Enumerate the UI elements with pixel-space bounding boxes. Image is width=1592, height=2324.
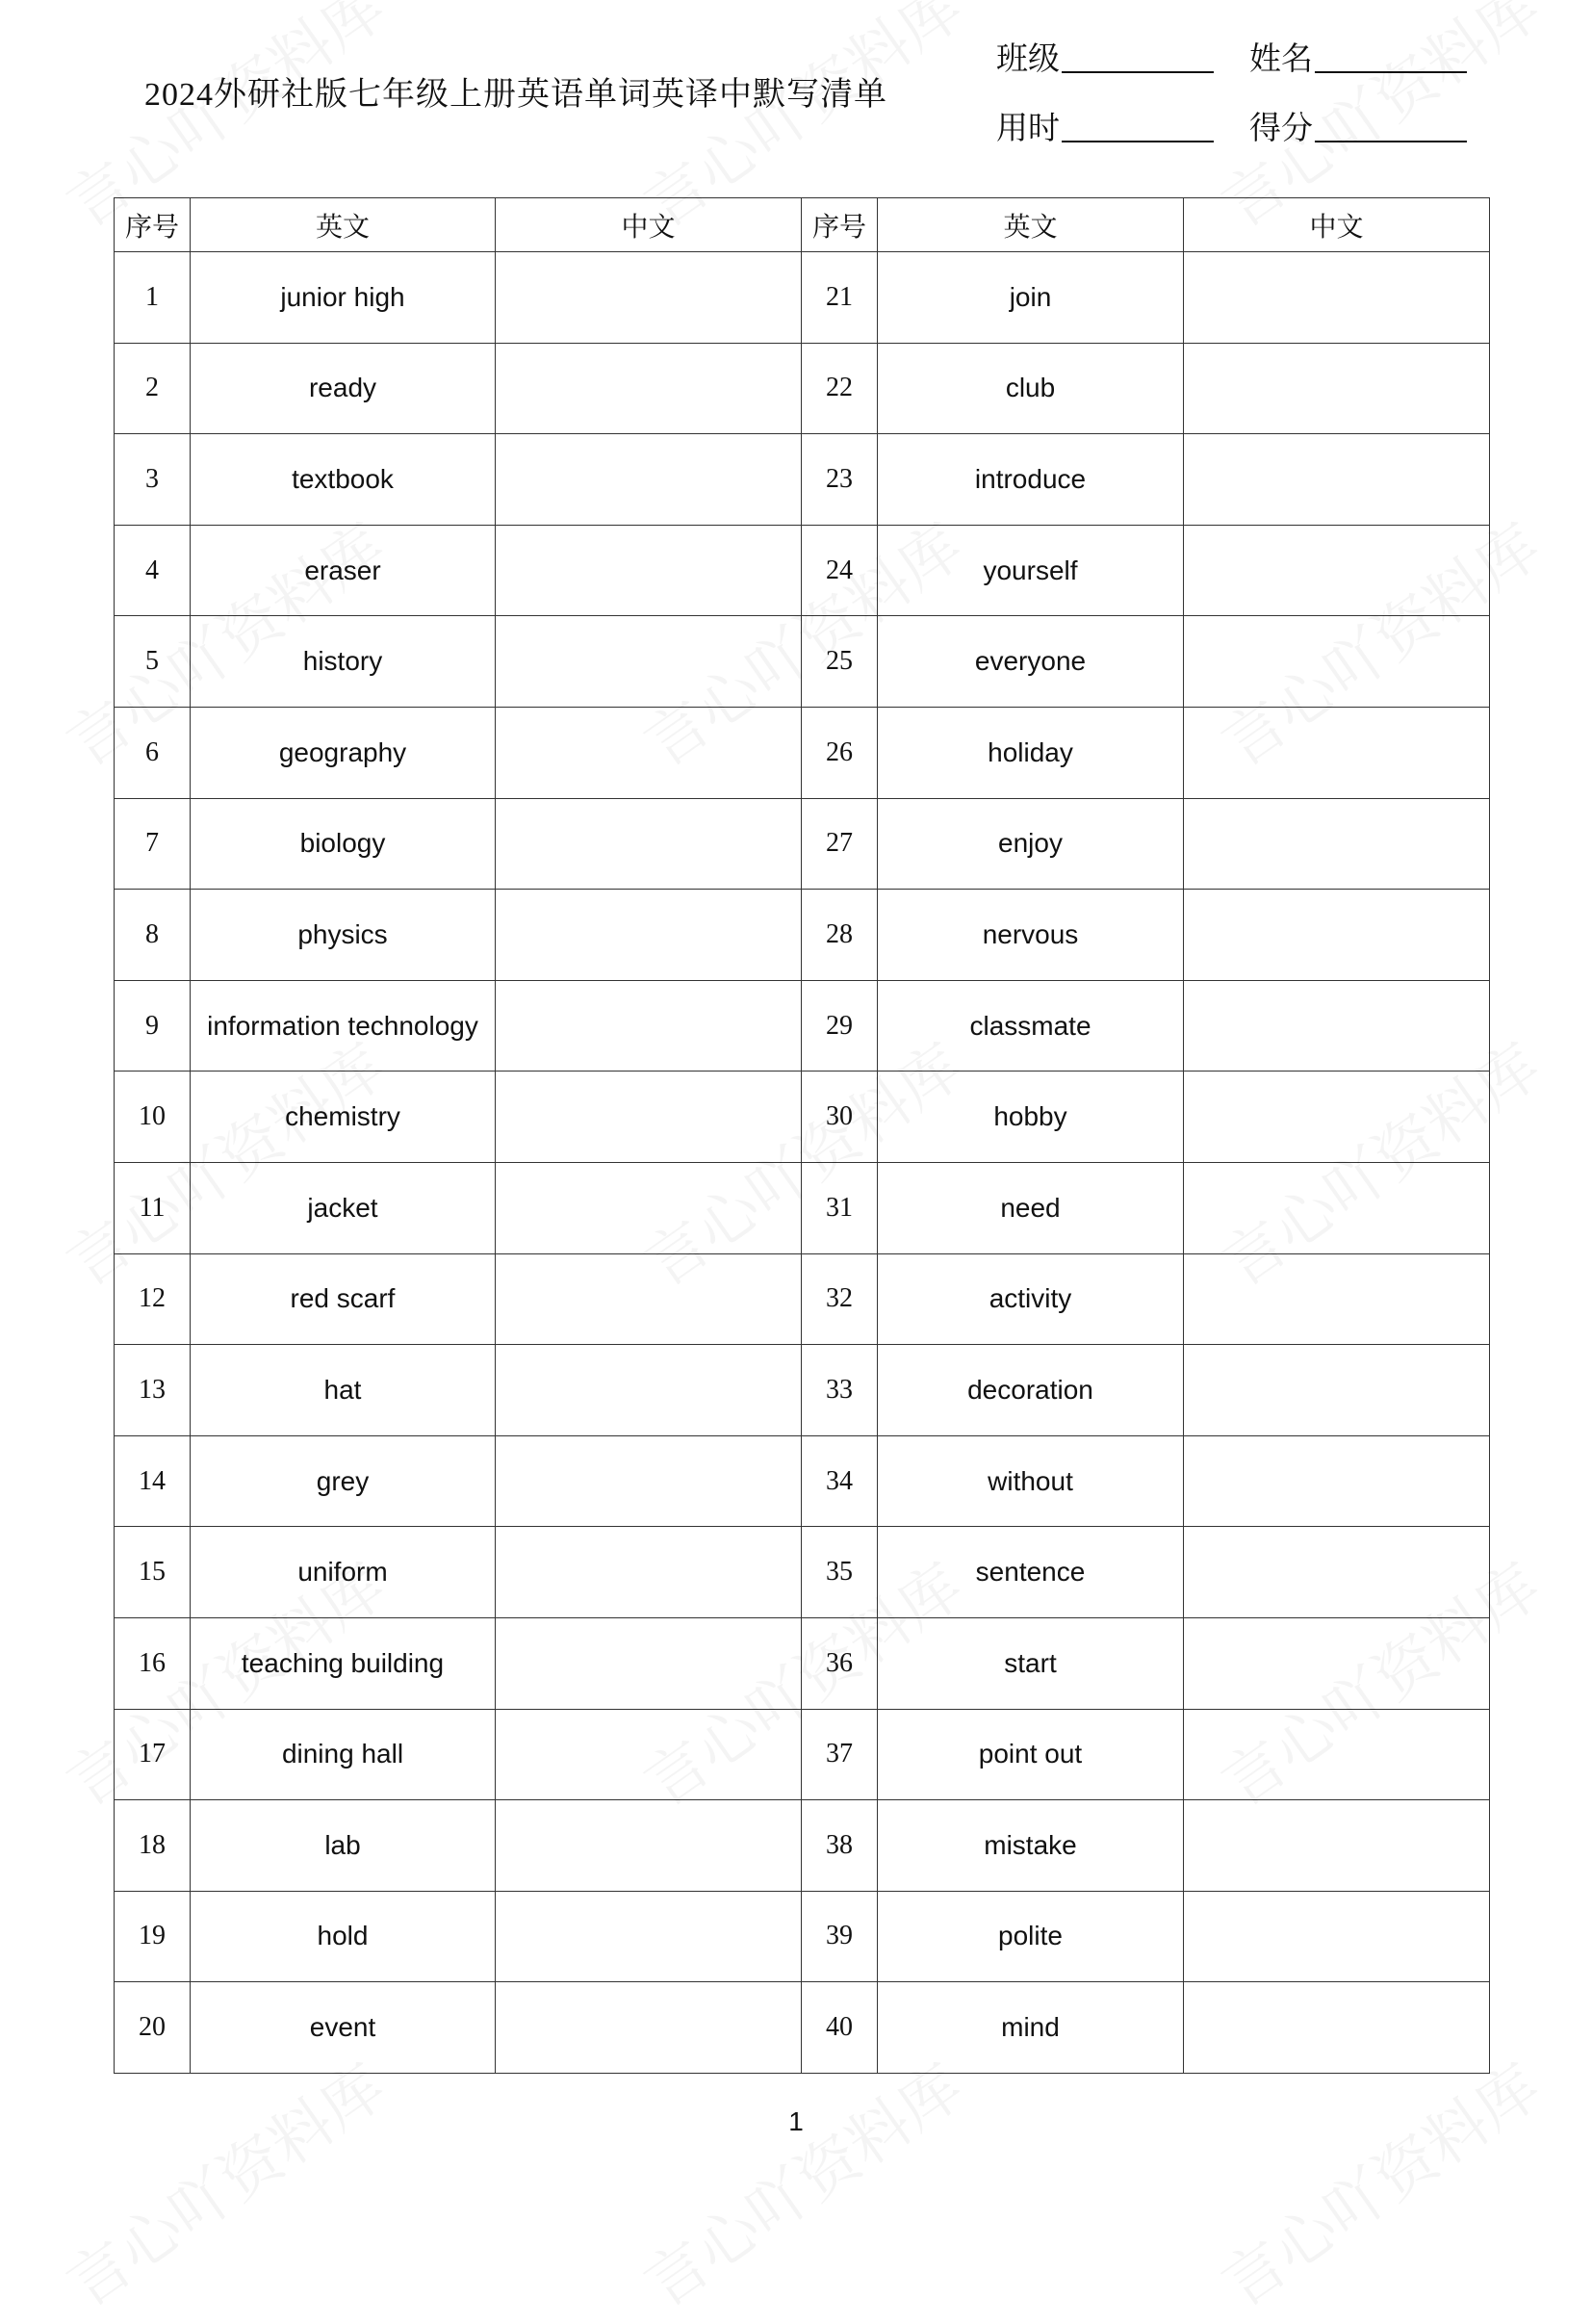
table-header-row bbox=[115, 198, 1490, 252]
chinese-answer-left[interactable] bbox=[496, 343, 802, 434]
table-row bbox=[115, 1253, 1490, 1345]
row-number-left: 17 bbox=[115, 1709, 191, 1800]
header-english-right: 英文 bbox=[878, 198, 1184, 252]
table-row bbox=[115, 980, 1490, 1072]
table-row bbox=[115, 1709, 1490, 1800]
class-label: 班级 bbox=[996, 42, 1060, 77]
chinese-answer-right[interactable] bbox=[1184, 1982, 1490, 2074]
table-row bbox=[115, 1982, 1490, 2074]
row-number-left: 10 bbox=[115, 1072, 191, 1163]
score-label: 得分 bbox=[1249, 112, 1313, 146]
chinese-answer-left[interactable] bbox=[496, 434, 802, 526]
row-number-left: 1 bbox=[115, 252, 191, 344]
chinese-answer-right[interactable] bbox=[1184, 343, 1490, 434]
row-number-right: 28 bbox=[802, 890, 878, 981]
table-row bbox=[115, 1162, 1490, 1253]
chinese-answer-right[interactable] bbox=[1184, 798, 1490, 890]
row-number-right: 30 bbox=[802, 1072, 878, 1163]
english-word-right: hobby bbox=[878, 1072, 1184, 1163]
table-row bbox=[115, 1072, 1490, 1163]
chinese-answer-left[interactable] bbox=[496, 1982, 802, 2074]
table-row bbox=[115, 1435, 1490, 1527]
header-english-left: 英文 bbox=[191, 198, 496, 252]
chinese-answer-right[interactable] bbox=[1184, 616, 1490, 708]
row-number-left: 9 bbox=[115, 980, 191, 1072]
chinese-answer-right[interactable] bbox=[1184, 1709, 1490, 1800]
row-number-right: 35 bbox=[802, 1527, 878, 1618]
table-row bbox=[115, 616, 1490, 708]
watermark-text bbox=[624, 2039, 977, 2324]
row-number-left: 12 bbox=[115, 1253, 191, 1345]
row-number-left: 13 bbox=[115, 1345, 191, 1436]
chinese-answer-left[interactable] bbox=[496, 980, 802, 1072]
english-word-right: join bbox=[878, 252, 1184, 344]
table-row bbox=[115, 1800, 1490, 1892]
english-word-right: classmate bbox=[878, 980, 1184, 1072]
row-number-right: 31 bbox=[802, 1162, 878, 1253]
chinese-answer-right[interactable] bbox=[1184, 1253, 1490, 1345]
english-word-right: decoration bbox=[878, 1345, 1184, 1436]
header-chinese-left: 中文 bbox=[496, 198, 802, 252]
row-number-left: 3 bbox=[115, 434, 191, 526]
watermark-text bbox=[46, 2039, 399, 2324]
english-word-left: geography bbox=[191, 707, 496, 798]
row-number-left: 14 bbox=[115, 1435, 191, 1527]
english-word-right: mind bbox=[878, 1982, 1184, 2074]
row-number-right: 40 bbox=[802, 1982, 878, 2074]
chinese-answer-right[interactable] bbox=[1184, 434, 1490, 526]
english-word-right: sentence bbox=[878, 1527, 1184, 1618]
chinese-answer-left[interactable] bbox=[496, 252, 802, 344]
chinese-answer-right[interactable] bbox=[1184, 1072, 1490, 1163]
table-row bbox=[115, 1891, 1490, 1982]
chinese-answer-right[interactable] bbox=[1184, 1435, 1490, 1527]
english-word-left: biology bbox=[191, 798, 496, 890]
table-row bbox=[115, 343, 1490, 434]
row-number-left: 16 bbox=[115, 1617, 191, 1709]
english-word-right: club bbox=[878, 343, 1184, 434]
name-input-line[interactable] bbox=[1315, 71, 1467, 73]
name-label: 姓名 bbox=[1249, 42, 1313, 77]
row-number-right: 36 bbox=[802, 1617, 878, 1709]
english-word-right: point out bbox=[878, 1709, 1184, 1800]
chinese-answer-left[interactable] bbox=[496, 1527, 802, 1618]
english-word-left: teaching building bbox=[191, 1617, 496, 1709]
english-word-left: lab bbox=[191, 1800, 496, 1892]
english-word-right: mistake bbox=[878, 1800, 1184, 1892]
row-number-left: 8 bbox=[115, 890, 191, 981]
english-word-left: junior high bbox=[191, 252, 496, 344]
chinese-answer-right[interactable] bbox=[1184, 1345, 1490, 1436]
chinese-answer-right[interactable] bbox=[1184, 1162, 1490, 1253]
vocabulary-table bbox=[114, 197, 1490, 2074]
chinese-answer-left[interactable] bbox=[496, 525, 802, 616]
row-number-left: 18 bbox=[115, 1800, 191, 1892]
english-word-right: enjoy bbox=[878, 798, 1184, 890]
name-field bbox=[1249, 37, 1467, 79]
class-field bbox=[996, 37, 1214, 79]
english-word-left: red scarf bbox=[191, 1253, 496, 1345]
time-label: 用时 bbox=[996, 112, 1060, 146]
chinese-answer-left[interactable] bbox=[496, 1435, 802, 1527]
watermark-text bbox=[1201, 2039, 1554, 2324]
row-number-right: 22 bbox=[802, 343, 878, 434]
header-chinese-right: 中文 bbox=[1184, 198, 1490, 252]
chinese-answer-left[interactable] bbox=[496, 1617, 802, 1709]
table-row bbox=[115, 890, 1490, 981]
english-word-right: nervous bbox=[878, 890, 1184, 981]
row-number-left: 4 bbox=[115, 525, 191, 616]
row-number-left: 19 bbox=[115, 1891, 191, 1982]
english-word-right: activity bbox=[878, 1253, 1184, 1345]
chinese-answer-left[interactable] bbox=[496, 1891, 802, 1982]
row-number-left: 20 bbox=[115, 1982, 191, 2074]
english-word-left: ready bbox=[191, 343, 496, 434]
chinese-answer-right[interactable] bbox=[1184, 1800, 1490, 1892]
english-word-left: dining hall bbox=[191, 1709, 496, 1800]
english-word-right: need bbox=[878, 1162, 1184, 1253]
english-word-right: polite bbox=[878, 1891, 1184, 1982]
score-field bbox=[1249, 106, 1467, 148]
chinese-answer-right[interactable] bbox=[1184, 707, 1490, 798]
table-row bbox=[115, 525, 1490, 616]
header-number-right: 序号 bbox=[802, 198, 878, 252]
table-row bbox=[115, 252, 1490, 344]
chinese-answer-left[interactable] bbox=[496, 616, 802, 708]
page-number: 1 bbox=[788, 2106, 804, 2136]
class-input-line[interactable] bbox=[1062, 71, 1214, 73]
row-number-right: 32 bbox=[802, 1253, 878, 1345]
english-word-left: physics bbox=[191, 890, 496, 981]
english-word-left: textbook bbox=[191, 434, 496, 526]
row-number-right: 21 bbox=[802, 252, 878, 344]
row-number-right: 24 bbox=[802, 525, 878, 616]
english-word-right: everyone bbox=[878, 616, 1184, 708]
row-number-right: 29 bbox=[802, 980, 878, 1072]
row-number-left: 7 bbox=[115, 798, 191, 890]
table-row bbox=[115, 1617, 1490, 1709]
english-word-left: eraser bbox=[191, 525, 496, 616]
row-number-left: 11 bbox=[115, 1162, 191, 1253]
chinese-answer-right[interactable] bbox=[1184, 252, 1490, 344]
english-word-right: start bbox=[878, 1617, 1184, 1709]
row-number-left: 15 bbox=[115, 1527, 191, 1618]
time-field bbox=[996, 106, 1214, 148]
table-row bbox=[115, 434, 1490, 526]
english-word-left: hat bbox=[191, 1345, 496, 1436]
english-word-left: chemistry bbox=[191, 1072, 496, 1163]
row-number-right: 39 bbox=[802, 1891, 878, 1982]
row-number-right: 25 bbox=[802, 616, 878, 708]
chinese-answer-right[interactable] bbox=[1184, 525, 1490, 616]
chinese-answer-right[interactable] bbox=[1184, 980, 1490, 1072]
english-word-left: event bbox=[191, 1982, 496, 2074]
chinese-answer-left[interactable] bbox=[496, 707, 802, 798]
english-word-left: jacket bbox=[191, 1162, 496, 1253]
row-number-left: 6 bbox=[115, 707, 191, 798]
row-number-right: 27 bbox=[802, 798, 878, 890]
row-number-right: 33 bbox=[802, 1345, 878, 1436]
table-row bbox=[115, 1345, 1490, 1436]
row-number-left: 2 bbox=[115, 343, 191, 434]
header-number-left: 序号 bbox=[115, 198, 191, 252]
page-title: 2024外研社版七年级上册英语单词英译中默写清单 bbox=[144, 77, 887, 113]
chinese-answer-left[interactable] bbox=[496, 1072, 802, 1163]
chinese-answer-right[interactable] bbox=[1184, 1891, 1490, 1982]
chinese-answer-left[interactable] bbox=[496, 1162, 802, 1253]
chinese-answer-left[interactable] bbox=[496, 1709, 802, 1800]
chinese-answer-left[interactable] bbox=[496, 1800, 802, 1892]
chinese-answer-left[interactable] bbox=[496, 890, 802, 981]
english-word-left: hold bbox=[191, 1891, 496, 1982]
english-word-right: holiday bbox=[878, 707, 1184, 798]
english-word-left: uniform bbox=[191, 1527, 496, 1618]
row-number-right: 23 bbox=[802, 434, 878, 526]
chinese-answer-right[interactable] bbox=[1184, 1617, 1490, 1709]
table-row bbox=[115, 1527, 1490, 1618]
row-number-right: 37 bbox=[802, 1709, 878, 1800]
english-word-left: grey bbox=[191, 1435, 496, 1527]
english-word-right: without bbox=[878, 1435, 1184, 1527]
english-word-right: introduce bbox=[878, 434, 1184, 526]
table-row bbox=[115, 707, 1490, 798]
chinese-answer-right[interactable] bbox=[1184, 1527, 1490, 1618]
score-input-line[interactable] bbox=[1315, 141, 1467, 142]
chinese-answer-left[interactable] bbox=[496, 1253, 802, 1345]
english-word-left: history bbox=[191, 616, 496, 708]
row-number-left: 5 bbox=[115, 616, 191, 708]
time-input-line[interactable] bbox=[1062, 141, 1214, 142]
table-row bbox=[115, 798, 1490, 890]
english-word-left: information technology bbox=[191, 980, 496, 1072]
row-number-right: 34 bbox=[802, 1435, 878, 1527]
english-word-right: yourself bbox=[878, 525, 1184, 616]
chinese-answer-left[interactable] bbox=[496, 798, 802, 890]
chinese-answer-right[interactable] bbox=[1184, 890, 1490, 981]
chinese-answer-left[interactable] bbox=[496, 1345, 802, 1436]
row-number-right: 26 bbox=[802, 707, 878, 798]
row-number-right: 38 bbox=[802, 1800, 878, 1892]
